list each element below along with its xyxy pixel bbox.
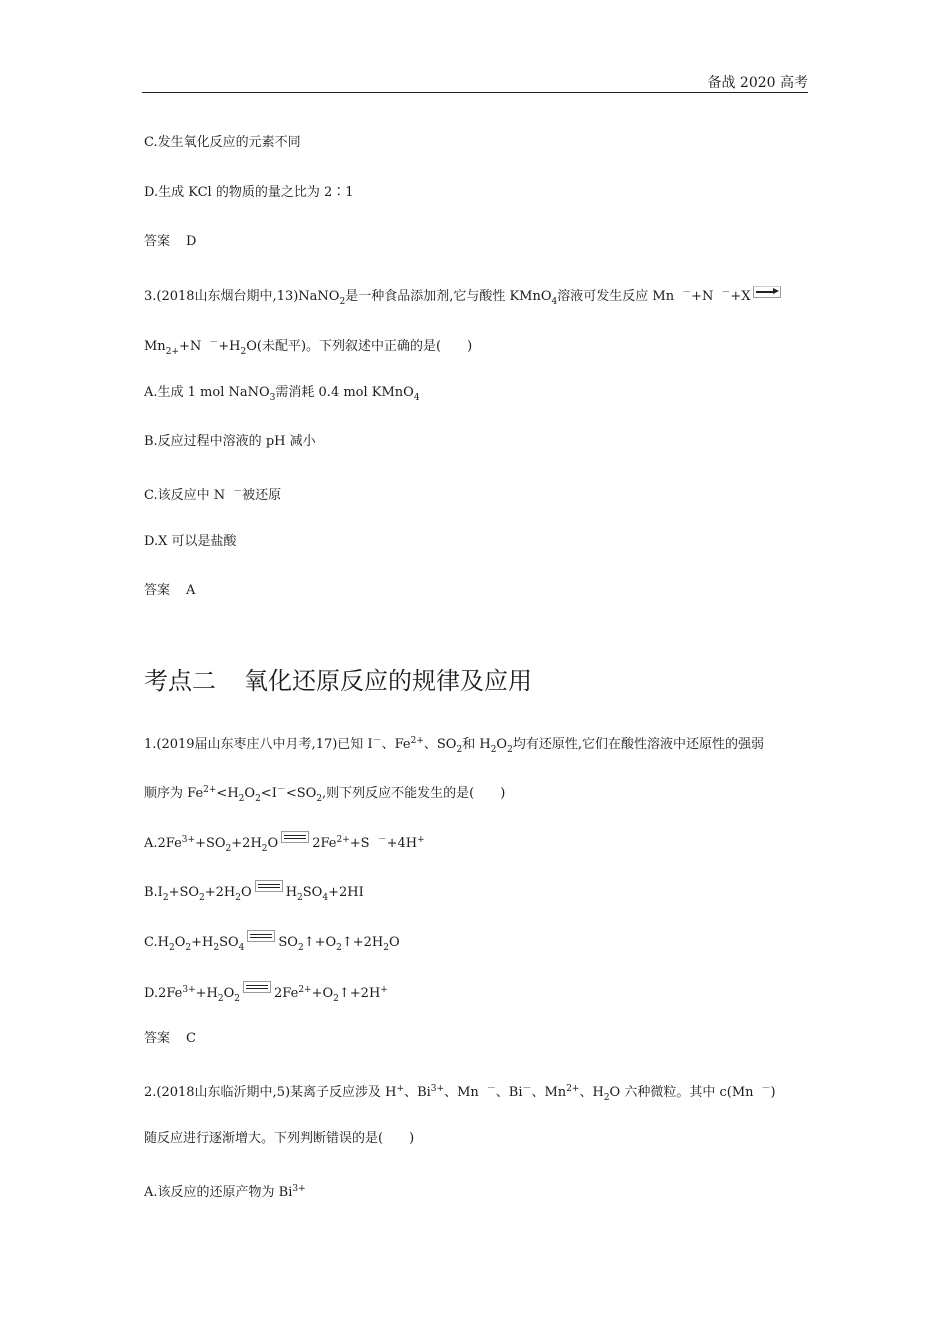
s2-stem-line2: 随反应进行逐渐增大。下列判断错误的是( ) bbox=[144, 1131, 415, 1146]
q3-option-b: B.反应过程中溶液的 pH 减小 bbox=[144, 434, 316, 449]
prev-option-c: C.发生氧化反应的元素不同 bbox=[144, 135, 301, 150]
answer-value: A bbox=[186, 583, 196, 598]
answer-label: 答案 bbox=[144, 583, 171, 598]
q3-option-d: D.X 可以是盐酸 bbox=[144, 534, 237, 549]
q3-option-a: A.生成 1 mol NaNO$_3$需消耗 0.4 mol KMnO$_4$ bbox=[144, 385, 420, 403]
prev-option-d: D.生成 KCl 的物质的量之比为 2∶1 bbox=[144, 185, 354, 200]
equals-sign-icon bbox=[247, 930, 275, 942]
s2-stem-line1: 2.(2018山东临沂期中,5)某离子反应涉及 H+、$Bi^{3+}$、Mn －、Bi－、$Mn^{2+}$、$H_2O$ 六种微粒。其中 c(Mn －) bbox=[144, 1084, 776, 1103]
q3-option-c: C.该反应中 N －被还原 bbox=[144, 487, 282, 503]
answer-value: D bbox=[186, 234, 197, 249]
s1-option-d: $D.2Fe^{3+}+H_2O_2$ $2Fe^{2+}+O_2↑+2H^+$ bbox=[144, 980, 388, 1009]
s1-answer bbox=[144, 1029, 196, 1049]
page-header bbox=[142, 74, 808, 93]
equals-sign-icon bbox=[243, 981, 271, 993]
equals-sign-icon bbox=[281, 831, 309, 843]
q3-stem-line2: $Mn_{2+}+N$ $^-+H_2O$(未配平)。下列叙述中正确的是( ) bbox=[144, 338, 473, 357]
s2-option-a: A.该反应的还原产物为 $Bi^{3+}$ bbox=[144, 1184, 306, 1200]
reaction-arrow-icon bbox=[753, 286, 781, 298]
equals-sign-icon bbox=[255, 880, 283, 892]
s1-option-b: $B.I_2+SO_2+2H_2O$ $H_2SO_4+2HI$ bbox=[144, 880, 364, 908]
section-title: 考点二 氧化还原反应的规律及应用 bbox=[144, 667, 532, 695]
header-title: 备战 2020 高考 bbox=[707, 75, 808, 91]
s1-stem-line1: 1.(2019届山东枣庄八中月考,17)已知 I－、$Fe^{2+}$、$SO_2$和 $H_2O_2$均有还原性,它们在酸性溶液中还原性的强弱 bbox=[144, 736, 764, 755]
prev-answer bbox=[144, 232, 196, 252]
answer-label: 答案 bbox=[144, 1031, 171, 1046]
s1-option-a: $A.2Fe^{3+}+SO_2+2H_2O$ $2Fe^{2+}+S$ －+4H+ bbox=[144, 830, 425, 859]
q3-stem-line1: 3.(2018山东烟台期中,13)NaNO$_2$是一种食品添加剂,它与酸性 KMnO$_4$溶液可发生反应 Mn －+N －+X bbox=[144, 283, 783, 312]
s1-option-c: $C.H_2O_2+H_2SO_4$ $SO_2↑+O_2↑+2H_2O$ bbox=[144, 930, 400, 958]
q3-answer bbox=[144, 581, 195, 601]
s1-stem-line2: 顺序为 $Fe^{2+}<H_2O_2<I^-<SO_2$,则下列反应不能发生的是( ) bbox=[144, 785, 506, 804]
answer-value: C bbox=[186, 1031, 196, 1046]
answer-label: 答案 bbox=[144, 234, 171, 249]
